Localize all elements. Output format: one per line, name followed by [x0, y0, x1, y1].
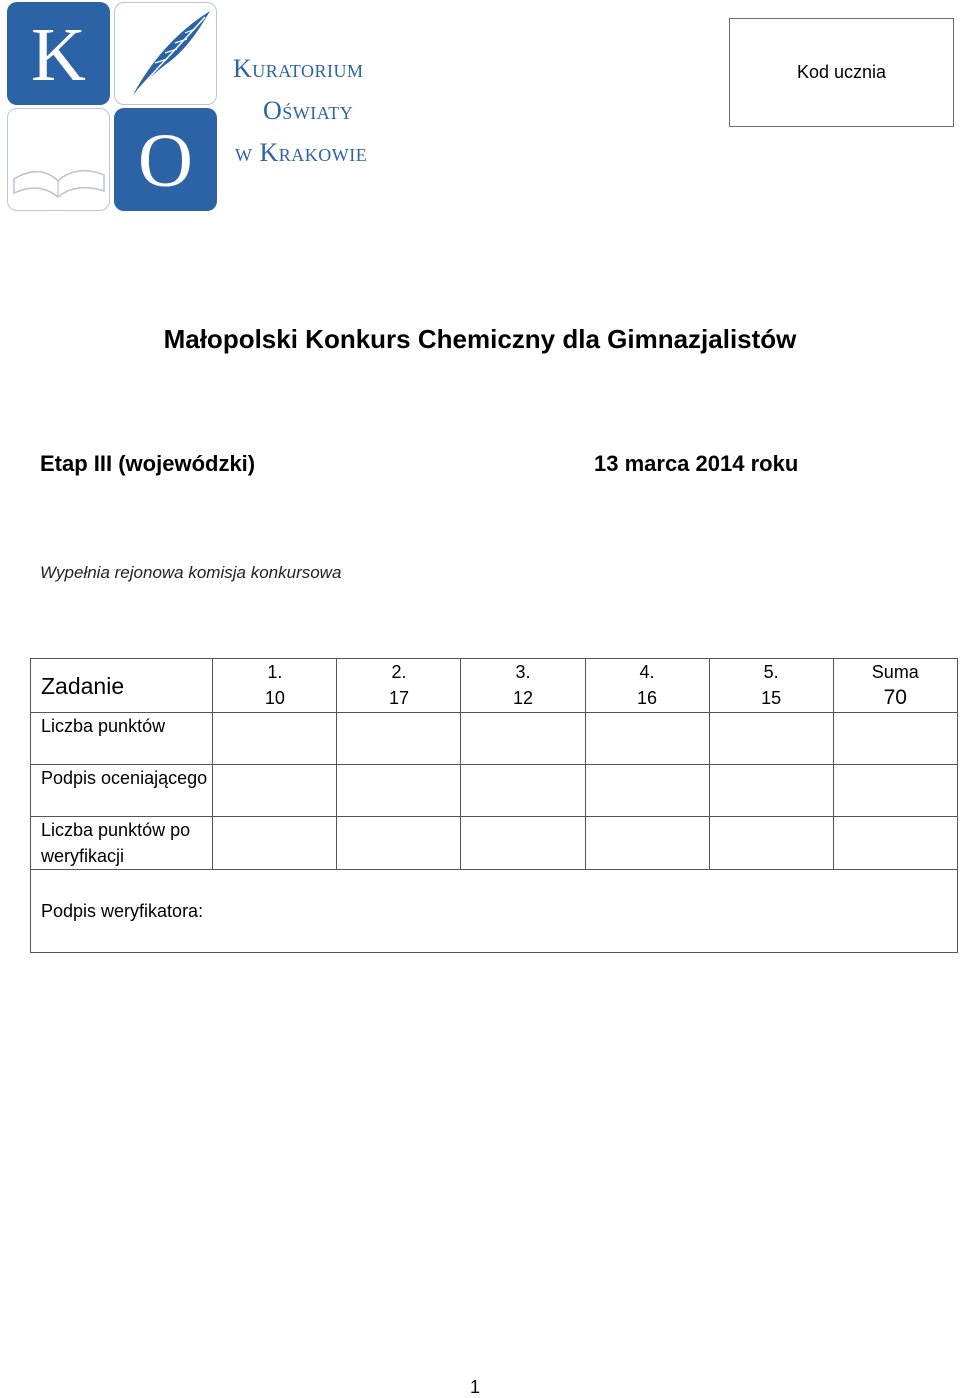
task-max-points: 12	[512, 688, 534, 708]
contest-date: 13 marca 2014 roku	[594, 451, 799, 476]
task-number: 5.	[763, 662, 779, 682]
task-number: 1.	[267, 662, 283, 682]
zadanie-cell	[31, 659, 213, 713]
row-label-verified: Liczba punktów po weryfikacji	[31, 817, 213, 870]
task-number: 4.	[639, 662, 655, 682]
logo-letter-o: O	[138, 119, 193, 203]
verifier-signature-label: Podpis weryfikatora:	[41, 900, 204, 921]
signature-field-sum[interactable]	[833, 765, 957, 817]
logo-line-1: Kuratorium	[233, 54, 364, 83]
logo-line-3: w Krakowie	[235, 138, 368, 167]
signature-field-1[interactable]	[213, 765, 337, 817]
row-label-points: Liczba punktów	[31, 713, 213, 765]
task-cell-4	[585, 659, 709, 713]
verified-input-3[interactable]	[461, 817, 585, 870]
table-row-verifier	[31, 870, 958, 953]
contest-title: Małopolski Konkurs Chemiczny dla Gimnazjalistów	[163, 324, 797, 354]
book-icon	[7, 108, 110, 211]
task-max-points: 10	[264, 688, 285, 708]
table-row-points	[31, 713, 958, 765]
signature-field-3[interactable]	[461, 765, 585, 817]
verified-input-1[interactable]	[213, 817, 337, 870]
verified-input-5[interactable]	[709, 817, 833, 870]
contest-stage: Etap III (wojewódzki)	[40, 451, 256, 476]
task-max-points: 17	[388, 688, 409, 708]
points-input-3[interactable]	[461, 713, 585, 765]
zadanie-label: Zadanie	[41, 672, 125, 699]
student-code-label: Kod ucznia	[796, 62, 887, 82]
task-cell-5	[709, 659, 833, 713]
sum-label: Suma	[871, 662, 919, 682]
verifier-signature-field[interactable]	[31, 870, 958, 953]
verified-input-4[interactable]	[585, 817, 709, 870]
task-cell-1	[213, 659, 337, 713]
task-number: 2.	[391, 662, 407, 682]
task-number: 3.	[515, 662, 531, 682]
logo-letter-k: K	[31, 13, 86, 97]
signature-field-5[interactable]	[709, 765, 833, 817]
points-input-1[interactable]	[213, 713, 337, 765]
logo-tile-k	[7, 2, 110, 105]
page-number: 1	[469, 1377, 480, 1397]
task-max-points: 16	[637, 688, 658, 708]
logo-tile-o	[114, 108, 217, 211]
row-label-signature: Podpis oceniającego	[31, 765, 213, 817]
table-row-header	[31, 659, 958, 713]
student-code-box[interactable]	[729, 18, 954, 127]
sum-cell	[833, 659, 957, 713]
scoring-table	[30, 658, 958, 953]
sum-max-points: 70	[883, 686, 907, 709]
logo-line-2: Oświaty	[263, 96, 354, 125]
verified-input-sum[interactable]	[833, 817, 957, 870]
signature-field-2[interactable]	[337, 765, 461, 817]
signature-field-4[interactable]	[585, 765, 709, 817]
table-row-verified	[31, 817, 958, 870]
task-cell-2	[337, 659, 461, 713]
task-cell-3	[461, 659, 585, 713]
quill-icon	[114, 2, 217, 105]
points-input-sum[interactable]	[833, 713, 957, 765]
table-row-signature	[31, 765, 958, 817]
task-max-points: 15	[761, 688, 782, 708]
kuratorium-logo	[5, 0, 425, 212]
logo-wordmark	[233, 48, 433, 174]
committee-note: Wypełnia rejonowa komisja konkursowa	[40, 563, 342, 582]
verified-input-2[interactable]	[337, 817, 461, 870]
points-input-2[interactable]	[337, 713, 461, 765]
points-input-4[interactable]	[585, 713, 709, 765]
points-input-5[interactable]	[709, 713, 833, 765]
